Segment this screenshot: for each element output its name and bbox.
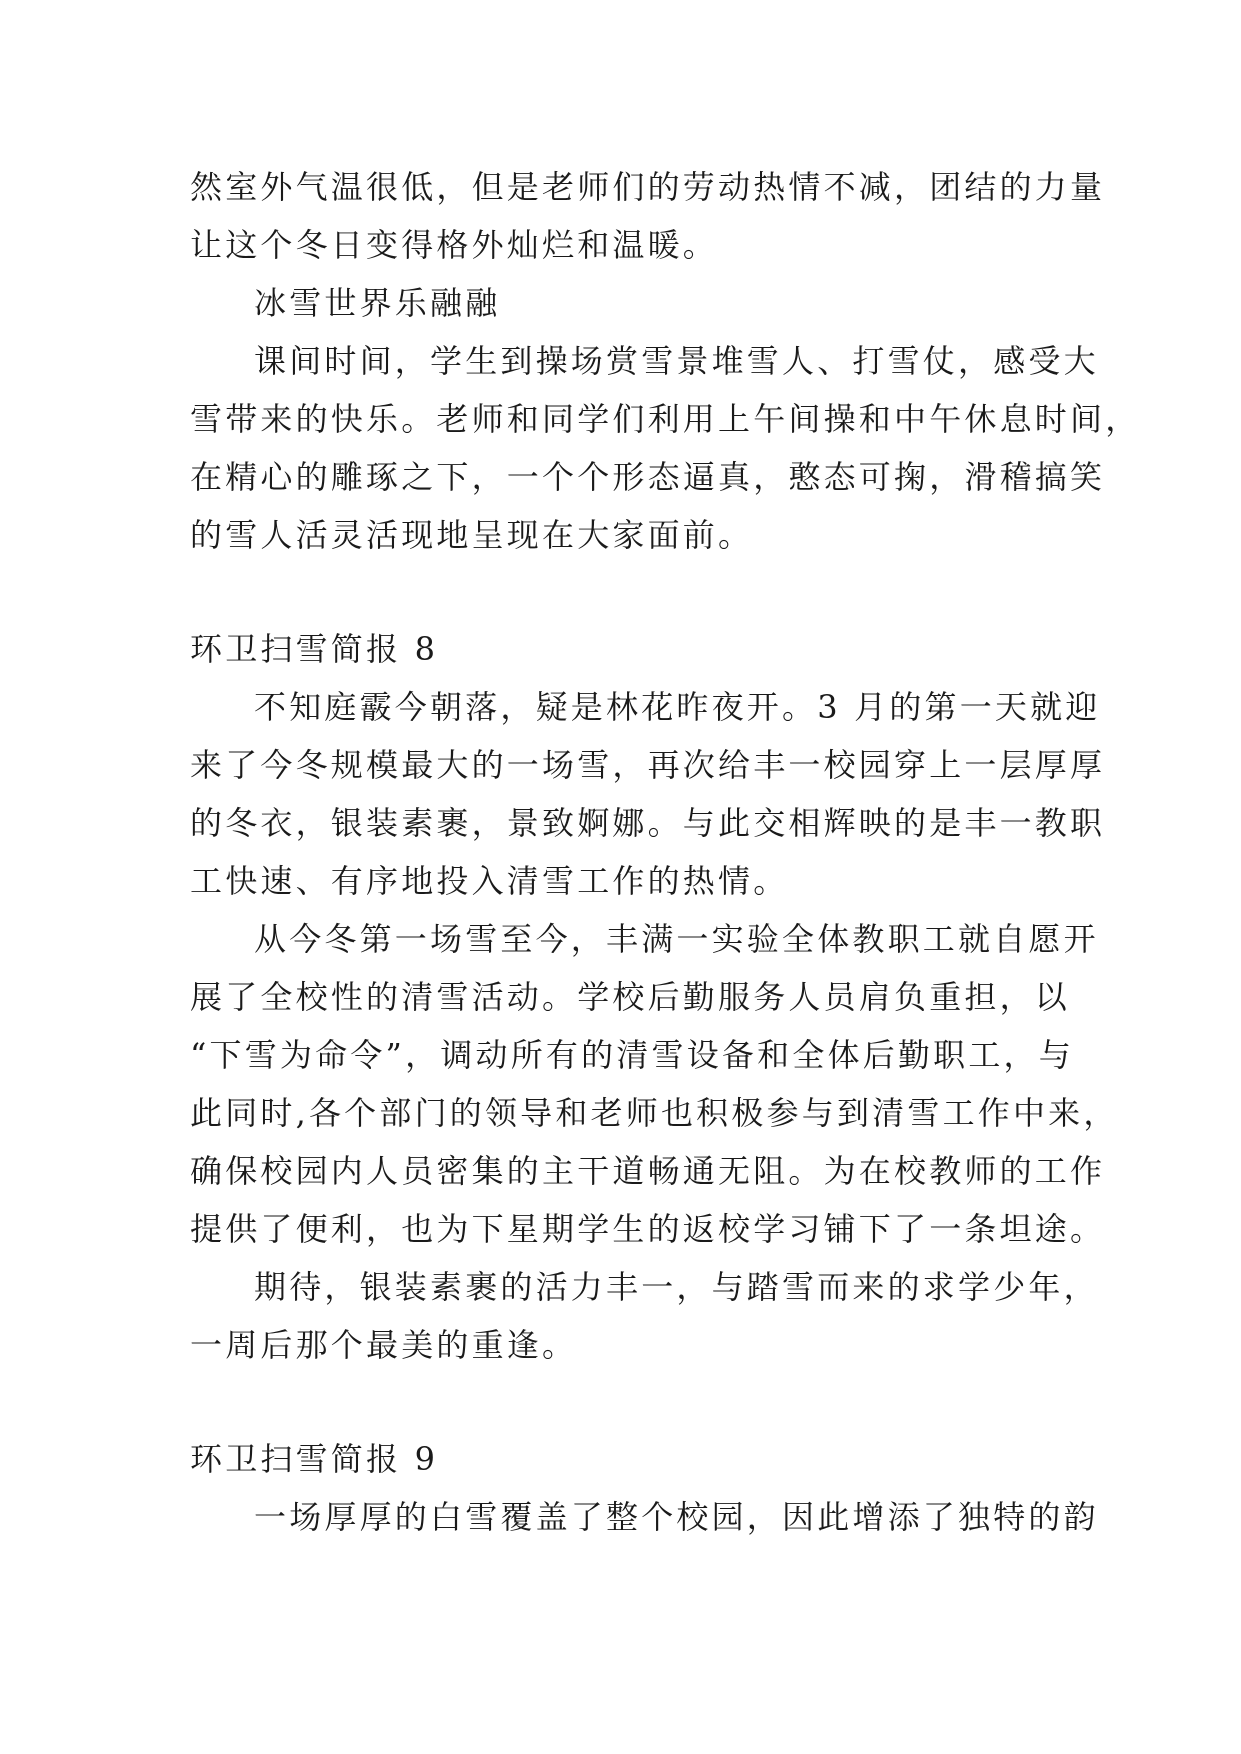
text-line: 雪带来的快乐。老师和同学们利用上午间操和中午休息时间， (190, 400, 1141, 438)
section-gap (190, 1374, 1050, 1430)
section-title: 环卫扫雪简报 9 (190, 1440, 439, 1478)
text-line: 期待，银装素裹的活力丰一，与踏雪而来的求学少年， (254, 1268, 1099, 1306)
text-line: 一周后那个最美的重逢。 (190, 1326, 578, 1364)
text-line: “下雪为命令”，调动所有的清雪设备和全体后勤职工，与 (190, 1036, 1074, 1074)
text-line: 来了今冬规模最大的一场雪，再次给丰一校园穿上一层厚厚 (190, 746, 1106, 784)
text-line: 提供了便利，也为下星期学生的返校学习铺下了一条坦途。 (190, 1210, 1106, 1248)
text-line: 此同时,各个部门的领导和老师也积极参与到清雪工作中来， (190, 1094, 1119, 1132)
paragraph (190, 678, 1106, 910)
text-line: 工快速、有序地投入清雪工作的热情。 (190, 862, 789, 900)
text-line: 展了全校性的清雪活动。学校后勤服务人员肩负重担，以 (190, 978, 1071, 1016)
text-line: 的冬衣，银装素裹，景致婀娜。与此交相辉映的是丰一教职 (190, 804, 1106, 842)
text-line: 在精心的雕琢之下，一个个形态逼真，憨态可掬，滑稽搞笑 (190, 458, 1106, 496)
text-line: 从今冬第一场雪至今，丰满一实验全体教职工就自愿开 (254, 920, 1099, 958)
paragraph (190, 1258, 1099, 1374)
document-body (190, 158, 1141, 1546)
paragraph (190, 910, 1119, 1258)
section-title: 环卫扫雪简报 8 (190, 630, 439, 668)
text-line: 然室外气温很低，但是老师们的劳动热情不减，团结的力量 (190, 168, 1106, 206)
text-line: 确保校园内人员密集的主干道畅通无阻。为在校教师的工作 (190, 1152, 1106, 1190)
text-line: 一场厚厚的白雪覆盖了整个校园，因此增添了独特的韵 (254, 1498, 1099, 1536)
text-line: 不知庭霰今朝落，疑是林花昨夜开。3 月的第一天就迎 (254, 688, 1101, 726)
text-line: 的雪人活灵活现地呈现在大家面前。 (190, 516, 754, 554)
subheading: 冰雪世界乐融融 (254, 284, 501, 322)
paragraph-snow-world (190, 332, 1141, 564)
text-line: 课间时间，学生到操场赏雪景堆雪人、打雪仗，感受大 (254, 342, 1099, 380)
paragraph-continued (190, 158, 1106, 274)
text-line: 让这个冬日变得格外灿烂和温暖。 (190, 226, 719, 264)
section-gap (190, 564, 1050, 620)
paragraph (190, 1488, 1099, 1546)
